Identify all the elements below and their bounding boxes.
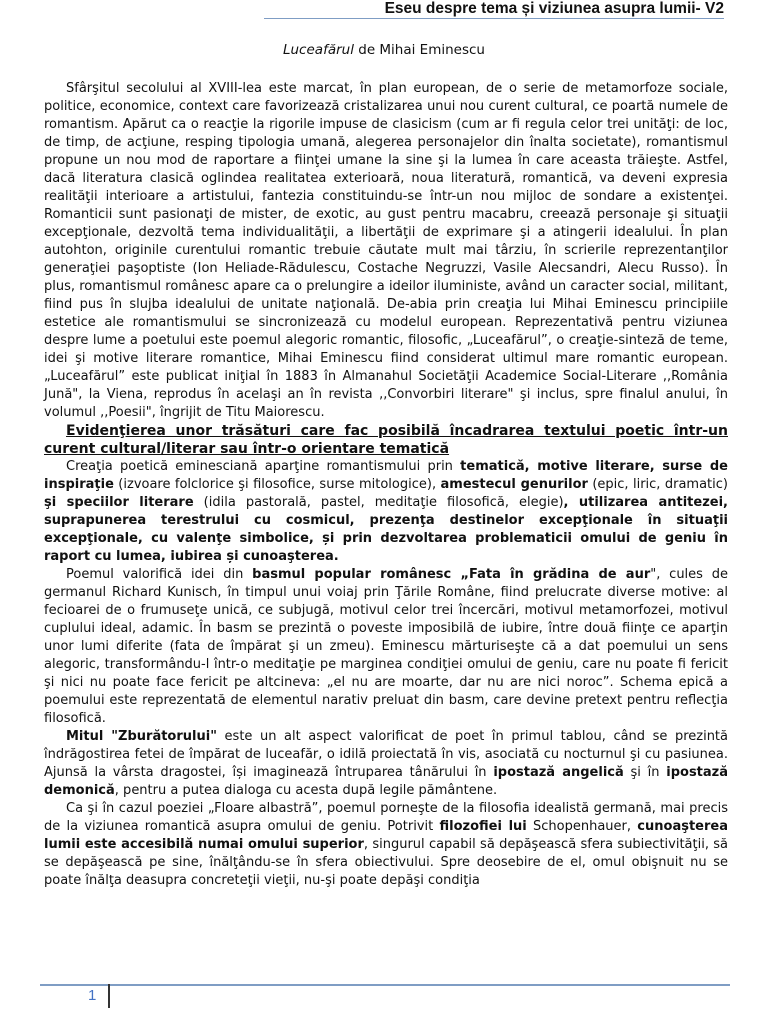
paragraph-folk-tale xyxy=(44,566,728,728)
text-run: Schopenhauer, xyxy=(526,819,638,834)
work-title: Luceafărul xyxy=(282,42,354,58)
page-number: 1 xyxy=(88,987,97,1004)
paragraph-zburator-myth xyxy=(44,728,728,800)
bold-run: , utilizarea antitezei, suprapunerea terestrului cu cosmicul, prezenţa destinelor excepţionale în situaţii excepţionale, cu valenţe simbolice, și prin dezvoltarea problematicii omului de geniu în raport cu lumea, iubirea și cunoaşterea. xyxy=(44,495,728,564)
text-run: Poemul valorifică idei din xyxy=(66,567,253,582)
bold-run: şi speciilor literare xyxy=(44,495,194,510)
text-run: (epic, liric, dramatic) xyxy=(587,477,728,492)
bold-run: ipostază demonică xyxy=(44,765,729,798)
page-header: Eseu despre tema și viziunea asupra lumii- V2 xyxy=(264,0,724,19)
bold-run: cunoaşterea lumii este accesibilă numai omului superior xyxy=(44,819,728,852)
paragraph-intro: Sfârşitul secolului al XVIII-lea este marcat, în plan european, de o serie de metamorfoze sociale, politice, economice, context care favorizează cristalizarea unui nou curent cultural, ce poartă numele de romantism. Apărut ca o reacţie la rigorile impuse de clasicism (cum ar fi regula celor trei unităţi: de loc, de timp, de acţiune, resping tipologia umană, alegerea personajelor din înalta societate), romantismul propune un nou mod de raportare a fiinţei umane la sine şi la lumea în care aceasta trăieşte. Astfel, dacă literatura clasică oglindea realitatea exterioară, noua literatură, romantică, va deveni expresia realităţii interioare a artistului, fantezia constituindu-se într-un nou mijloc de sondare a existenţei. Romanticii sunt pasionaţi de mister, de exotic, au gust pentru macabru, creează personaje şi situaţii excepţionale, dezvoltă tema individualităţii, a libertăţii de exprimare şi a atingerii idealului. În plan autohton, originile curentului romantic trebuie căutate mult mai târziu, în scrierile reprezentanţilor generaţiei paşoptiste (Ion Heliade-Rădulescu, Costache Negruzzi, Vasile Alecsandri, Alecu Russo). În plus, romantismul românesc apare ca o prelungire a ideilor iluministe, având un caracter social, militant, fiind pus în slujba idealului de unitate naţională. De-abia prin creaţia lui Mihai Eminescu principiile estetice ale romantismului se sincronizează cu modelul european. Reprezentativă pentru viziunea despre lume a poetului este poemul alegoric romantic, filosofic, „Luceafărul”, o creaţie-sinteză de teme, idei şi motive literare romantice, Mihai Eminescu fiind considerat ultimul mare romantic european. „Luceafărul” este publicat iniţial în 1883 în Almanahul Societăţii Academice Social-Literare ,,România Jună", la Viena, reprodus în acelaşi an în revista ,,Convorbiri literare" şi inclus, spre finalul anului, în volumul ,,Poesii", îngrijit de Titu Maiorescu. xyxy=(44,81,728,420)
text-run: ", cules de germanul Richard Kunisch, în timpul unui voiaj prin Ţările Române, fiind prelucrate diverse motive: al fecioarei de o frumuseţe unică, ce subjugă, motivul celor trei încercări, motivul metamorfozei, motivul cuplului ideal, adamic. În basm se prezintă o poveste imposibilă de iubire, între două fiinţe ce aparţin unor lumi diferite (fata de împărat şi un zmeu). Eminescu mărturiseşte că a dat poemului un sens alegoric, transformându-l într-o meditaţie pe marginea condiţiei omului de geniu, care nu poate fi fericit şi nici nu poate face fericit pe altcineva: „el nu are moarte, dar nu are nici noroc”. Schema epică a poemului este reprezentată de elementul narativ preluat din basm, care devine pretext pentru reflecţia filosofică. xyxy=(44,567,729,726)
section-heading: Evidenţierea unor trăsături care fac posibilă încadrarea textului poetic într-un curent cultural/literar sau într-o orientare tematică xyxy=(44,423,728,457)
page-number-bar xyxy=(108,984,110,1008)
text-run: , pentru a putea dialoga cu acesta după legile pământene. xyxy=(114,783,498,798)
text-run: Creaţia poetică eminesciană aparţine romantismului prin xyxy=(66,459,461,474)
text-run: Ca şi în cazul poeziei „Floare albastră”, poemul porneşte de la filosofia idealistă germană, mai precis de la viziunea romantică asupra omului de geniu. Potrivit xyxy=(44,801,728,834)
text-run: (idila pastorală, pastel, meditaţie filosofică, elegie) xyxy=(193,495,564,510)
text-run: (izvoare folclorice şi filosofice, surse mitologice), xyxy=(113,477,441,492)
bold-run: basmul popular românesc „Fata în grădina de aur xyxy=(252,567,651,582)
paragraph-philosophy xyxy=(44,800,728,890)
bold-run: ipostază angelică xyxy=(493,765,624,780)
essay-body xyxy=(44,80,728,890)
bold-run: amestecul genurilor xyxy=(440,477,588,492)
text-run: , singurul capabil să depăşească sfera subiectivităţii, să se depăşească pe sine, înălţându-se în sfera obiectivului. Spre deosebire de el, omul obişnuit nu se poate înălţa deasupra concreteţii vieţii, nu-şi poate depăşi condiţia xyxy=(44,837,729,888)
bold-run: filozofiei lui xyxy=(439,819,527,834)
paragraph-romanticism-traits xyxy=(44,458,728,566)
document-title xyxy=(0,42,768,58)
text-run: este un alt aspect valorificat de poet în primul tablou, când se prezintă îndrăgostirea fetei de împărat de luceafăr, o idilă proiectată în vis, asociată cu nocturnul şi cu pasiunea. Ajunsă la vârsta dragostei, își imaginează întruparea tânărului în xyxy=(44,729,728,780)
author-line: de Mihai Eminescu xyxy=(353,42,485,58)
text-run: şi în xyxy=(623,765,667,780)
footer-rule xyxy=(40,984,730,986)
bold-run: tematică, motive literare, surse de inspiraţie xyxy=(44,459,728,492)
bold-run: Mitul "Zburătorului" xyxy=(66,729,217,744)
